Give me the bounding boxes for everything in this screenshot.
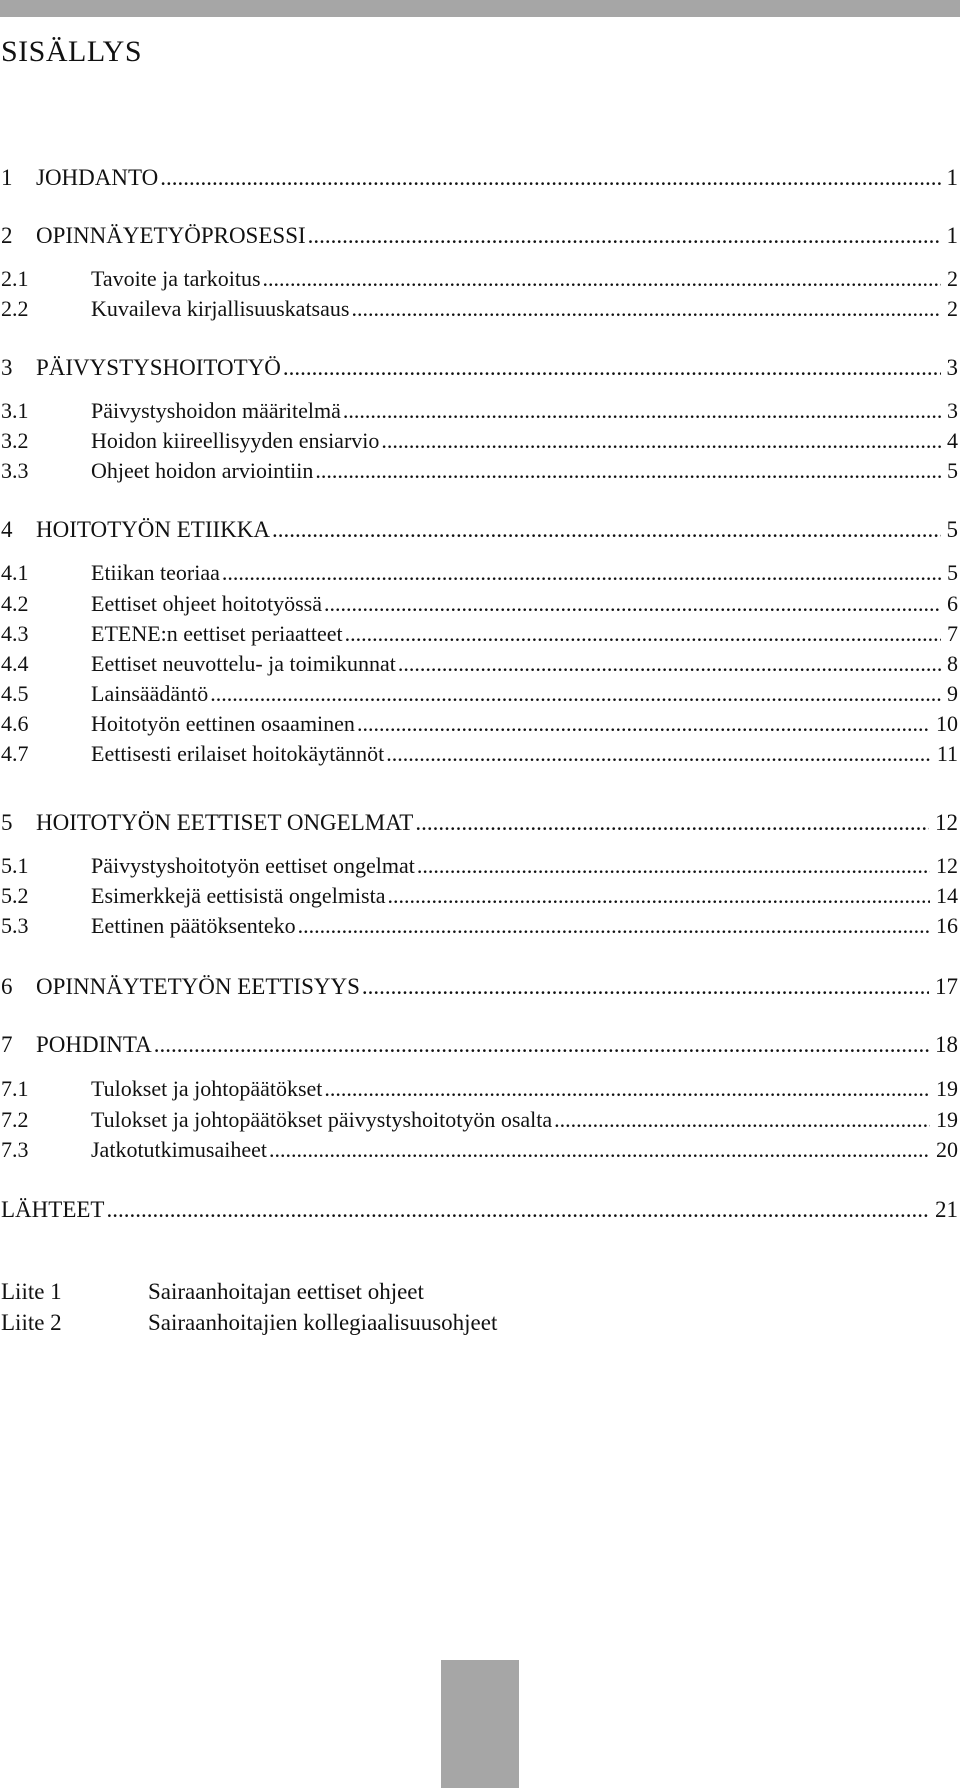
- toc-page-number: 11: [936, 741, 958, 766]
- dot-leader: [269, 1135, 930, 1165]
- dot-leader: [283, 353, 941, 383]
- dot-leader: [308, 221, 941, 251]
- toc-entry-kirjallisuuskatsaus[interactable]: [1, 294, 958, 324]
- dot-leader: [387, 881, 930, 911]
- dot-leader: [106, 1195, 929, 1225]
- toc-label: ETENE:n eettiset periaatteet: [91, 621, 343, 646]
- toc-label: Jatkotutkimusaiheet: [91, 1137, 267, 1162]
- dot-leader: [357, 709, 930, 739]
- toc-entry-johdanto[interactable]: [1, 163, 958, 193]
- footer-page-block: [441, 1660, 519, 1788]
- toc-page-number: 9: [947, 681, 958, 706]
- toc-number: 4.6: [1, 711, 29, 736]
- dot-leader: [222, 558, 941, 588]
- toc-number: 4.7: [1, 741, 29, 766]
- toc-number: 4.2: [1, 591, 29, 616]
- toc-number: 2.2: [1, 296, 29, 321]
- toc-number: 5.1: [1, 853, 29, 878]
- dot-leader: [324, 1074, 930, 1104]
- toc-page-number: 2: [947, 266, 958, 291]
- toc-page-number: 12: [935, 810, 958, 835]
- toc-number: 7: [1, 1032, 13, 1057]
- toc-page-number: 19: [936, 1107, 958, 1132]
- toc-number: 5.2: [1, 883, 29, 908]
- toc-page-number: 4: [947, 428, 958, 453]
- appendix-description: Sairaanhoitajan eettiset ohjeet: [148, 1279, 424, 1304]
- toc-label: OPINNÄYETYÖPROSESSI: [36, 223, 306, 248]
- toc-label: POHDINTA: [36, 1032, 152, 1057]
- toc-entry-tulokset-paivystys[interactable]: [1, 1105, 958, 1135]
- toc-label: HOITOTYÖN ETIIKKA: [36, 517, 270, 542]
- toc-entry-eettiset-ongelmat[interactable]: [1, 808, 958, 838]
- toc-entry-etiikan-teoriaa[interactable]: [1, 558, 958, 588]
- toc-entry-ensiarvio[interactable]: [1, 426, 958, 456]
- dot-leader: [272, 515, 941, 545]
- page-title: SISÄLLYS: [1, 35, 143, 68]
- toc-page-number: 7: [947, 621, 958, 646]
- dot-leader: [343, 396, 941, 426]
- dot-leader: [154, 1030, 929, 1060]
- toc-number: 4.4: [1, 651, 29, 676]
- toc-label: Ohjeet hoidon arviointiin: [91, 458, 314, 483]
- toc-entry-eettiset-ohjeet[interactable]: [1, 589, 958, 619]
- toc-entry-maaritelma[interactable]: [1, 396, 958, 426]
- toc-label: Päivystyshoidon määritelmä: [91, 398, 341, 423]
- toc-number: 5: [1, 810, 13, 835]
- toc-page-number: 20: [936, 1137, 958, 1162]
- toc-page-number: 1: [946, 223, 958, 248]
- toc-label: HOITOTYÖN EETTISET ONGELMAT: [36, 810, 414, 835]
- dot-leader: [417, 851, 930, 881]
- toc-page-number: 14: [936, 883, 958, 908]
- toc-entry-neuvottelu[interactable]: [1, 649, 958, 679]
- toc-entry-esimerkkeja[interactable]: [1, 881, 958, 911]
- toc-page-number: 12: [936, 853, 958, 878]
- toc-label: LÄHTEET: [1, 1197, 105, 1222]
- toc-entry-tulokset[interactable]: [1, 1074, 958, 1104]
- dot-leader: [298, 911, 930, 941]
- dot-leader: [315, 456, 941, 486]
- dot-leader: [554, 1105, 930, 1135]
- toc-number: 1: [1, 165, 13, 190]
- toc-page-number: 3: [946, 355, 958, 380]
- toc-entry-etene[interactable]: [1, 619, 958, 649]
- toc-label: Tavoite ja tarkoitus: [91, 266, 261, 291]
- toc-page-number: 1: [946, 165, 958, 190]
- toc-number: 4.5: [1, 681, 29, 706]
- dot-leader: [263, 264, 941, 294]
- toc-label: Lainsäädäntö: [91, 681, 209, 706]
- toc-page-number: 5: [946, 517, 958, 542]
- toc-number: 3: [1, 355, 13, 380]
- toc-label: Eettinen päätöksenteko: [91, 913, 296, 938]
- toc-page-number: 16: [936, 913, 958, 938]
- header-bar: [0, 0, 960, 17]
- toc-page-number: 8: [947, 651, 958, 676]
- toc-label: Kuvaileva kirjallisuuskatsaus: [91, 296, 350, 321]
- toc-label: OPINNÄYTETYÖN EETTISYYS: [36, 974, 360, 999]
- dot-leader: [362, 972, 929, 1002]
- toc-page-number: 19: [936, 1076, 958, 1101]
- toc-page-number: 6: [947, 591, 958, 616]
- toc-label: PÄIVYSTYSHOITOTYÖ: [36, 355, 281, 380]
- toc-label: Eettiset ohjeet hoitotyössä: [91, 591, 322, 616]
- toc-entry-lahteet[interactable]: [1, 1195, 958, 1225]
- toc-entry-opinnayetyoprosessi[interactable]: [1, 221, 958, 251]
- toc-page-number: 5: [947, 458, 958, 483]
- appendix-label: Liite 1: [1, 1279, 62, 1304]
- toc-page-number: 21: [935, 1197, 958, 1222]
- dot-leader: [345, 619, 941, 649]
- toc-number: 7.2: [1, 1107, 29, 1132]
- toc-page-number: 2: [947, 296, 958, 321]
- dot-leader: [160, 163, 940, 193]
- toc-entry-paivystyshoitotyo[interactable]: [1, 353, 958, 383]
- toc-entry-jatkotutkimus[interactable]: [1, 1135, 958, 1165]
- toc-number: 5.3: [1, 913, 29, 938]
- dot-leader: [210, 679, 941, 709]
- dot-leader: [398, 649, 941, 679]
- toc-entry-paatoksenteko[interactable]: [1, 911, 958, 941]
- toc-number: 6: [1, 974, 13, 999]
- toc-page-number: 3: [947, 398, 958, 423]
- toc-entry-pohdinta[interactable]: [1, 1030, 958, 1060]
- toc-entry-tavoite[interactable]: [1, 264, 958, 294]
- appendix-label: Liite 2: [1, 1310, 62, 1335]
- toc-entry-paivystys-ongelmat[interactable]: [1, 851, 958, 881]
- toc-entry-eettisyys[interactable]: [1, 972, 958, 1002]
- toc-number: 2: [1, 223, 13, 248]
- dot-leader: [351, 294, 941, 324]
- toc-entry-lainsaadanto[interactable]: [1, 679, 958, 709]
- toc-label: Tulokset ja johtopäätökset: [91, 1076, 323, 1101]
- toc-number: 7.1: [1, 1076, 29, 1101]
- toc-entry-osaaminen[interactable]: [1, 709, 958, 739]
- toc-number: 7.3: [1, 1137, 29, 1162]
- dot-leader: [324, 589, 941, 619]
- toc-page-number: 5: [947, 560, 958, 585]
- toc-entry-hoitotyon-etiikka[interactable]: [1, 515, 958, 545]
- toc-number: 4: [1, 517, 13, 542]
- toc-entry-hoitokaytannot[interactable]: [1, 739, 958, 769]
- toc-label: JOHDANTO: [36, 165, 159, 190]
- toc-number: 2.1: [1, 266, 29, 291]
- toc-label: Eettiset neuvottelu- ja toimikunnat: [91, 651, 396, 676]
- dot-leader: [386, 739, 931, 769]
- toc-page-number: 18: [935, 1032, 958, 1057]
- toc-label: Etiikan teoriaa: [91, 560, 220, 585]
- toc-label: Tulokset ja johtopäätökset päivystyshoitotyön osalta: [91, 1107, 553, 1132]
- toc-label: Esimerkkejä eettisistä ongelmista: [91, 883, 386, 908]
- toc-label: Hoitotyön eettinen osaaminen: [91, 711, 355, 736]
- toc-number: 4.1: [1, 560, 29, 585]
- toc-label: Päivystyshoitotyön eettiset ongelmat: [91, 853, 415, 878]
- dot-leader: [381, 426, 941, 456]
- toc-number: 3.3: [1, 458, 29, 483]
- toc-entry-ohjeet[interactable]: [1, 456, 958, 486]
- toc-page-number: 10: [936, 711, 958, 736]
- toc-page-number: 17: [935, 974, 958, 999]
- appendix-description: Sairaanhoitajien kollegiaalisuusohjeet: [148, 1310, 498, 1335]
- toc-label: Hoidon kiireellisyyden ensiarvio: [91, 428, 380, 453]
- toc-label: Eettisesti erilaiset hoitokäytännöt: [91, 741, 385, 766]
- dot-leader: [415, 808, 929, 838]
- toc-number: 3.2: [1, 428, 29, 453]
- toc-number: 4.3: [1, 621, 29, 646]
- toc-number: 3.1: [1, 398, 29, 423]
